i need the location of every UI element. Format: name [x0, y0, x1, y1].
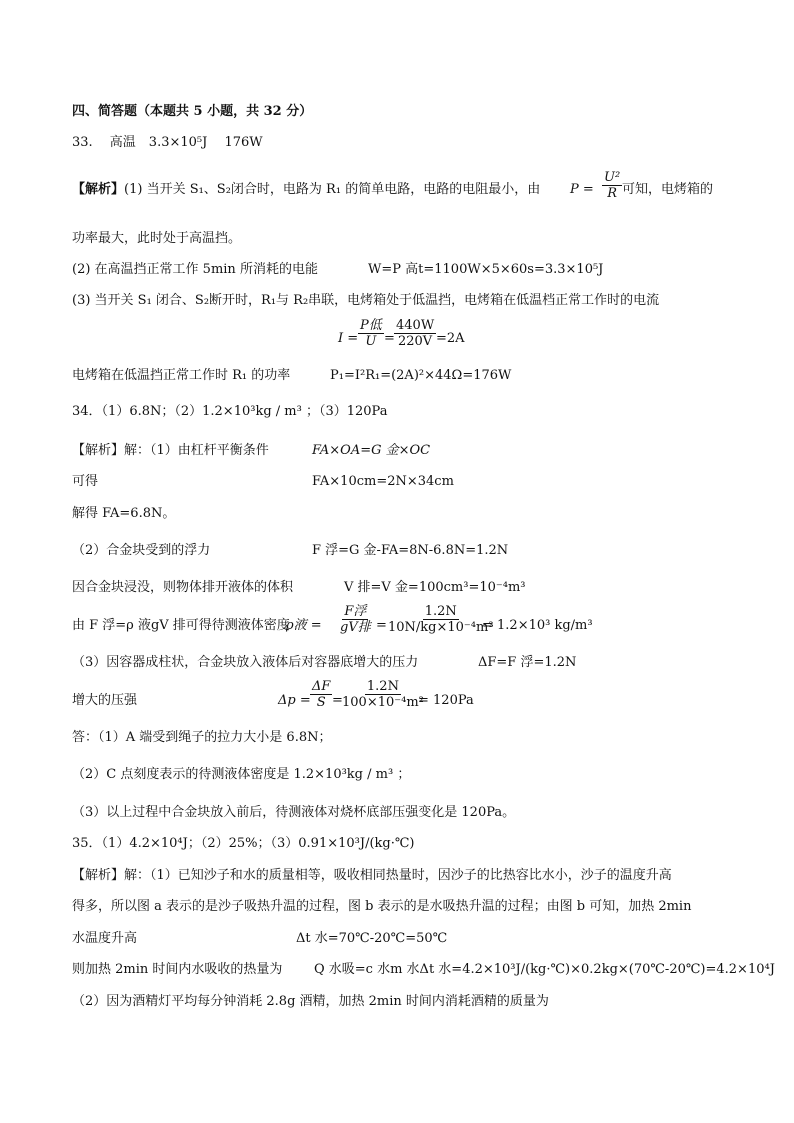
- q34-s6-fraction2: [386, 604, 496, 635]
- q34-s8-num2: 1.2N: [366, 679, 399, 694]
- q34-s6-num2: 1.2N: [424, 604, 457, 619]
- q35-l3-formula: Δt 水=70℃-20℃=50℃: [296, 931, 448, 946]
- q35-l3-text: 水温度升高: [72, 931, 138, 946]
- q34-s6-fraction1: [338, 604, 373, 635]
- q34-s6-eq: =: [376, 618, 387, 633]
- q34-s4-text: （2）合金块受到的浮力: [72, 543, 211, 558]
- q34-s7-text: （3）因容器成柱状，合金块放入液体后对容器底增大的压力: [72, 655, 419, 670]
- section-title: 四、简答题（本题共 5 小题，共 32 分）: [72, 104, 313, 119]
- q34-answer: 34．（1）6.8N；（2）1.2×10³kg / m³ ；（3）120Pa: [72, 404, 388, 419]
- q34-s5-formula: V 排=V 金=100cm³=10⁻⁴m³: [344, 580, 526, 595]
- q33-a4-text: 电烤箱在低温挡正常工作时 R₁ 的功率: [72, 368, 291, 383]
- q33-a3-eq: =: [384, 331, 395, 346]
- q34-s5-text: 因合金块浸没，则物体排开液体的体积: [72, 580, 294, 595]
- analysis-tag: 【解析】: [72, 182, 125, 197]
- q34-s8-fraction1: [310, 679, 332, 710]
- q33-a3-den2: 220V: [397, 334, 433, 349]
- q33-a3-text: (3) 当开关 S₁ 闭合、S₂断开时，R₁与 R₂串联，电烤箱处于低温挡，电烤箱在低温档正常工作时的电流: [72, 293, 660, 308]
- q33-a3-fraction1: [358, 318, 384, 349]
- q34-s8-den1: S: [316, 695, 326, 710]
- q34-s6-den2: 10N/kg×10⁻⁴m³: [388, 620, 494, 635]
- q33-a3-lhs: I =: [338, 331, 359, 346]
- q35-l4-text: 则加热 2min 时间内水吸收的热量为: [72, 962, 283, 977]
- q34-s6-den1: gV排: [340, 620, 371, 635]
- q34-s8-eq: =: [332, 693, 343, 708]
- q34-ans1: 答：（1）A 端受到绳子的拉力大小是 6.8N；: [72, 730, 332, 745]
- q33-a2-line: [72, 262, 318, 278]
- q35-l4-formula: Q 水吸=c 水m 水Δt 水=4.2×10³J/(kg·℃)×0.2kg×(70℃-20℃)=4.2×10⁴J: [314, 962, 775, 977]
- q33-a1-fraction: [602, 170, 622, 201]
- q33-a3-den1: U: [365, 334, 377, 349]
- q34-s6-text: 由 F 浮=ρ 液gV 排可得待测液体密度: [72, 618, 290, 633]
- q33-a1-line2: 功率最大，此时处于高温挡。: [72, 231, 242, 246]
- q33-a1-text: (1) 当开关 S₁、S₂闭合时，电路为 R₁ 的简单电路，电路的电阻最小，由: [124, 182, 541, 197]
- q34-s1-formula: FA×OA=G 金×OC: [312, 443, 431, 458]
- q34-s2-text: 可得: [72, 474, 99, 489]
- q34-s8-result: = 120Pa: [418, 693, 474, 708]
- q33-a1-formula-lhs: P =: [570, 182, 594, 197]
- q34-s6-num1: F浮: [344, 604, 367, 619]
- q34-s7-formula: ΔF=F 浮=1.2N: [478, 655, 577, 670]
- q33-a1-num: U²: [604, 170, 621, 185]
- q33-analysis-line1: [72, 182, 540, 198]
- q33-a3-result: =2A: [436, 331, 465, 346]
- q34-s2-formula: FA×10cm=2N×34cm: [312, 474, 454, 489]
- q34-s6-lhs: ρ液 =: [286, 618, 322, 633]
- q35-answer: 35．（1）4.2×10⁴J；（2）25%；（3）0.91×10³J/(kg·℃): [72, 836, 415, 851]
- q33-a1-den: R: [607, 186, 617, 201]
- q34-s8-den2: 100×10⁻⁴m²: [342, 695, 424, 710]
- q33-a1-tail: 可知，电烤箱的: [622, 182, 714, 197]
- q34-s8-fraction2: [340, 679, 426, 710]
- q35-line1: 【解析】解：（1）已知沙子和水的质量相等，吸收相同热量时，因沙子的比热容比水小，沙子的温度升高: [72, 868, 672, 883]
- q33-a2-text: (2) 在高温挡正常工作 5min 所消耗的电能: [72, 262, 318, 277]
- q33-a2-formula: W=P 高t=1100W×5×60s=3.3×10⁵J: [368, 262, 604, 277]
- q33-a4-formula: P₁=I²R₁=(2A)²×44Ω=176W: [330, 368, 512, 383]
- q34-ans3: （3）以上过程中合金块放入前后，待测液体对烧杯底部压强变化是 120Pa。: [72, 805, 516, 820]
- q34-s1-text: 【解析】解：（1）由杠杆平衡条件: [72, 443, 269, 458]
- q34-ans2: （2）C 点刻度表示的待测液体密度是 1.2×10³kg / m³ ；: [72, 767, 411, 782]
- q33-a3-num2: 440W: [396, 318, 435, 333]
- q34-s8-text: 增大的压强: [72, 693, 138, 708]
- q34-s4-formula: F 浮=G 金-FA=8N-6.8N=1.2N: [312, 543, 509, 558]
- q34-s8-num1: ΔF: [312, 679, 331, 694]
- q33-answer: 33. 高温 3.3×10⁵J 176W: [72, 135, 263, 150]
- q33-a3-num1: P低: [360, 318, 382, 333]
- q34-s8-lhs: Δp =: [278, 693, 311, 708]
- q34-s3-text: 解得 FA=6.8N。: [72, 506, 176, 521]
- q33-a3-fraction2: [394, 318, 436, 349]
- q34-s6-result: = 1.2×10³ kg/m³: [482, 618, 593, 633]
- q35-line5: （2）因为酒精灯平均每分钟消耗 2.8g 酒精，加热 2min 时间内消耗酒精的质量为: [72, 994, 549, 1009]
- q35-line2: 得多，所以图 a 表示的是沙子吸热升温的过程，图 b 表示的是水吸热升温的过程；由图 b 可知，加热 2min: [72, 899, 692, 914]
